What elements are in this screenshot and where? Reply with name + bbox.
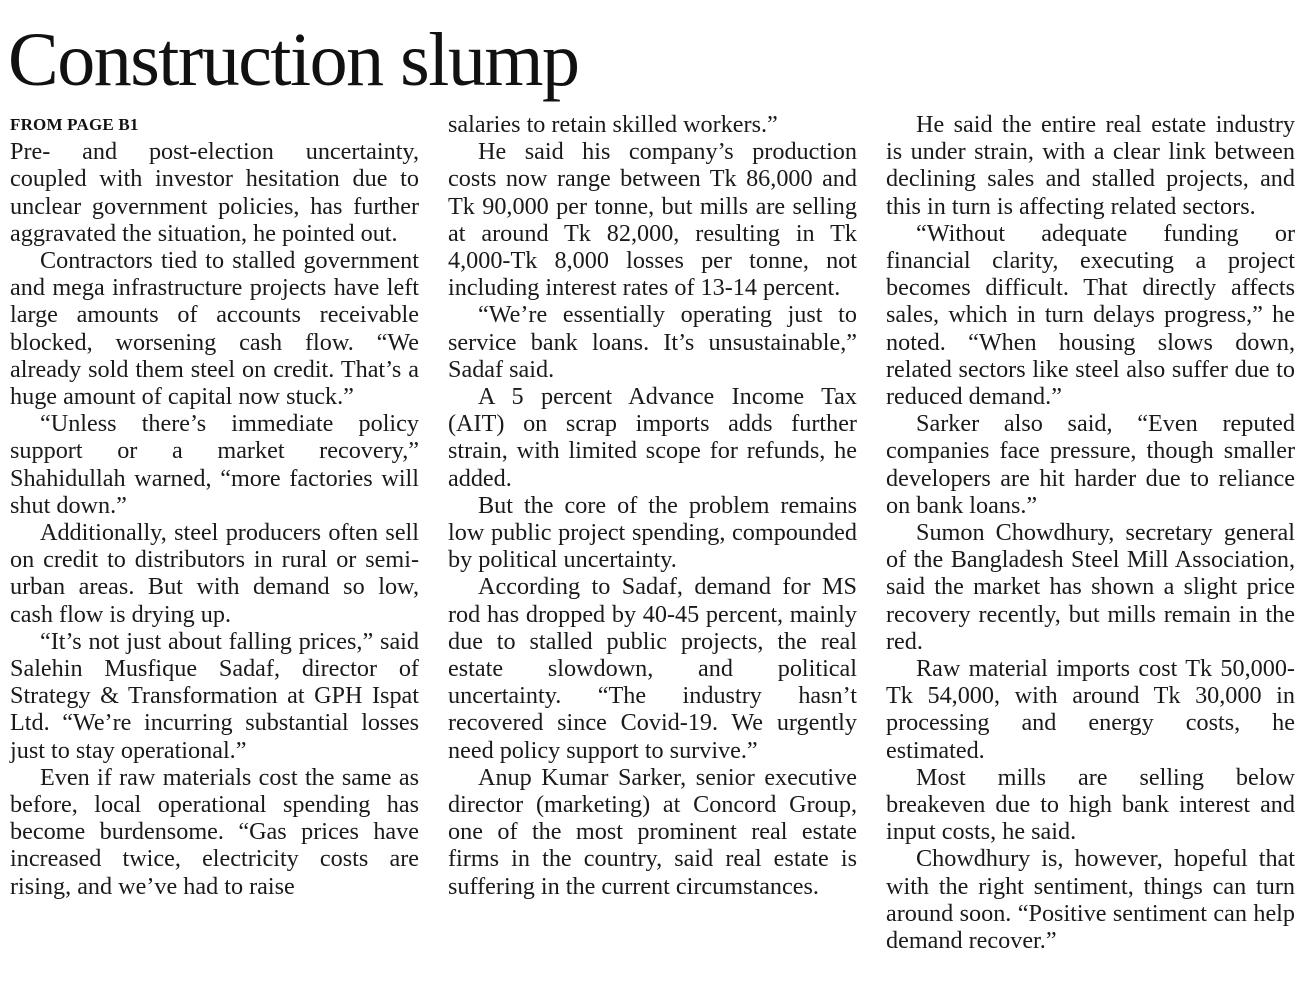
paragraph: Raw material imports cost Tk 50,000-Tk 54,000, with around Tk 30,000 in processing and energy costs, he estimated.	[886, 655, 1295, 764]
article-column-3	[886, 111, 1295, 954]
article-column-1	[10, 111, 419, 900]
paragraph: “We’re essentially operating just to service bank loans. It’s unsustainable,” Sadaf said.	[448, 301, 857, 383]
paragraph: Chowdhury is, however, hopeful that with the right sentiment, things can turn around soon. “Positive sentiment can help demand recover.”	[886, 845, 1295, 955]
paragraph: “Unless there’s immediate policy support or a market recovery,” Shahidullah warned, “more factories will shut down.”	[10, 410, 419, 519]
paragraph: “Without adequate funding or financial clarity, executing a project becomes difficult. That directly affects sales, which in turn delays progress,” he noted. “When housing slows down, related sectors like steel also suffer due to reduced demand.”	[886, 219, 1295, 411]
article-column-2	[448, 111, 857, 900]
paragraph: He said his company’s production costs now range between Tk 86,000 and Tk 90,000 per tonne, but mills are selling at around Tk 82,000, resulting in Tk 4,000-Tk 8,000 losses per tonne, not including interest rates of 13-14 percent.	[448, 138, 857, 302]
paragraph: “It’s not just about falling prices,” said Salehin Musfique Sadaf, director of Strategy & Transformation at GPH Ispat Ltd. “We’re incurring substantial losses just to stay operational.”	[10, 627, 419, 764]
paragraph: Anup Kumar Sarker, senior executive director (marketing) at Concord Group, one of the most prominent real estate firms in the country, said real estate is suffering in the current circumstances.	[448, 763, 857, 900]
paragraph: Additionally, steel producers often sell on credit to distributors in rural or semi-urban areas. But with demand so low, cash flow is drying up.	[10, 519, 419, 628]
paragraph: A 5 percent Advance Income Tax (AIT) on scrap imports adds further strain, with limited scope for refunds, he added.	[448, 383, 857, 492]
paragraph: Sumon Chowdhury, secretary general of the Bangladesh Steel Mill Association, said the market has shown a slight price recovery recently, but mills remain in the red.	[886, 519, 1295, 655]
paragraph: Most mills are selling below breakeven due to high bank interest and input costs, he said.	[886, 763, 1295, 846]
paragraph: According to Sadaf, demand for MS rod has dropped by 40-45 percent, mainly due to stalled public projects, the real estate slowdown, and political uncertainty. “The industry hasn’t recovered since Covid-19. We urgently need policy support to survive.”	[448, 573, 857, 764]
paragraph: He said the entire real estate industry is under strain, with a clear link between declining sales and stalled projects, and this in turn is affecting related sectors.	[886, 111, 1295, 220]
paragraph: salaries to retain skilled workers.”	[448, 111, 778, 138]
continuation-kicker: FROM PAGE B1	[10, 115, 139, 134]
paragraph: Contractors tied to stalled government and mega infrastructure projects have left large amounts of accounts receivable blocked, worsening cash flow. “We already sold them steel on credit. That’s a huge amount of capital now stuck.”	[10, 247, 419, 411]
paragraph: But the core of the problem remains low public project spending, compounded by political uncertainty.	[448, 491, 857, 574]
paragraph: Pre- and post-election uncertainty, coupled with investor hesitation due to unclear government policies, has further aggravated the situation, he pointed out.	[10, 138, 419, 247]
article-headline: Construction slump	[8, 18, 579, 102]
paragraph: Sarker also said, “Even reputed companies face pressure, though smaller developers are hit harder due to reliance on bank loans.”	[886, 410, 1295, 519]
paragraph: Even if raw materials cost the same as before, local operational spending has become burdensome. “Gas prices have increased twice, electricity costs are rising, and we’ve had to raise	[10, 763, 419, 900]
